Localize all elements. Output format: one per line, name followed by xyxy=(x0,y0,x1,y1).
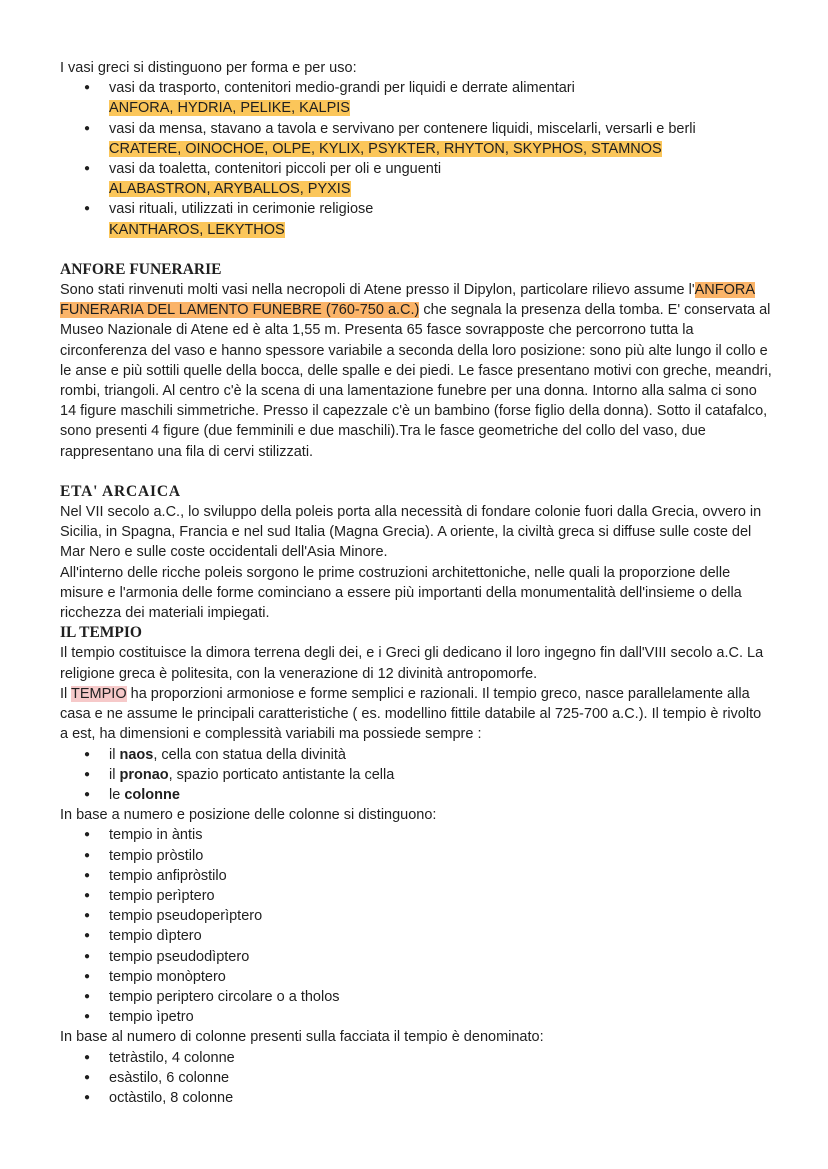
list-item: ● tempio perìptero xyxy=(109,886,772,906)
list-item: ● tempio pseudoperìptero xyxy=(109,906,772,926)
vase-types-list xyxy=(60,78,772,240)
list-item xyxy=(109,119,772,159)
vase-type-description: vasi da toaletta, contenitori piccoli per oli e unguenti xyxy=(109,161,442,178)
arcaica-paragraph-1: Nel VII secolo a.C., lo sviluppo della poleis porta alla necessità di fondare colonie fuori dalla Grecia, ovvero in Sicilia, in Spagna, Francia e nel sud Italia (Magna Grecia). A oriente, la civiltà greca si diffuse sulle coste del Mar Nero e sulle coste occidentali dell'Asia Minore. xyxy=(60,504,762,561)
spacer xyxy=(60,240,772,260)
list-item: ● tempio periptero circolare o a tholos xyxy=(109,987,772,1007)
tempio-text-after: ha proporzioni armoniose e forme semplici e razionali. Il tempio greco, nasce parallelamente alla casa e ne assume le principali caratteristiche ( es. modellino fittile databile al 725-700 a.C.). Il tempio è rivolto a est, ha dimensioni e complessità variabili ma possiede sempre : xyxy=(60,685,762,743)
section-heading-arcaica: ETA' ARCAICA xyxy=(60,482,181,500)
vase-type-description: vasi da mensa, stavano a tavola e servivano per contenere liquidi, miscelarli, versarli e berli xyxy=(109,120,696,137)
section-heading-anfore: ANFORE FUNERARIE xyxy=(60,260,222,278)
anfore-text-after: che segnala la presenza della tomba. E' conservata al Museo Nazionale di Atene ed è alta 1,55 m. Presenta 65 fasce sovrapposte che percorrono tutta la circonferenza del vaso e hanno spessore variabile a seconda della loro posizione: sono più alte lungo il collo e le anse e più sottili quelle della bocca, delle spalle e dei piedi. Le fasce presentano motivi con greche, meandri, rombi, triangoli. Al centro c'è la scena di una lamentazione funebre per una donna. Intorno alla salma ci sono 14 figure maschili simmetriche. Presso il capezzale c'è un bambino (forse figlio della donna). Sotto il catafalco, sono presenti 4 figure (due femminili e due maschili).Tra le fasce geometriche del collo del vaso, due rappresentano una fila di cervi stilizzati. xyxy=(60,302,772,460)
part-name: naos xyxy=(119,746,154,763)
part-description: , spazio porticato antistante la cella xyxy=(168,766,395,783)
anfore-highlight: ANFORA FUNERARIA DEL LAMENTO FUNEBRE (760-750 a.C.) xyxy=(60,282,756,319)
vase-type-names: CRATERE, OINOCHOE, OLPE, KYLIX, PSYKTER, RHYTON, SKYPHOS, STAMNOS xyxy=(109,140,662,157)
vase-type-names: ANFORA, HYDRIA, PELIKE, KALPIS xyxy=(109,100,350,117)
list-item: ● tempio pseudodìptero xyxy=(109,947,772,967)
list-item: ● tempio ìpetro xyxy=(109,1007,772,1027)
list-item xyxy=(109,78,772,118)
part-prefix: il xyxy=(109,746,120,763)
list-item xyxy=(109,765,772,785)
part-name: colonne xyxy=(124,786,180,803)
part-prefix: le xyxy=(109,786,125,803)
facade-intro: In base al numero di colonne presenti sulla facciata il tempio è denominato: xyxy=(60,1029,544,1046)
list-item: ● octàstilo, 8 colonne xyxy=(109,1088,772,1108)
list-item: ● tetràstilo, 4 colonne xyxy=(109,1048,772,1068)
list-item: ● esàstilo, 6 colonne xyxy=(109,1068,772,1088)
tempio-paragraph-1: Il tempio costituisce la dimora terrena degli dei, e i Greci gli dedicano il loro ingegno fin dall'VIII secolo a.C. La religione greca è politesita, con la venerazione di 12 divinità antropomorfe. xyxy=(60,645,764,682)
columns-intro: In base a numero e posizione delle colonne si distinguono: xyxy=(60,807,437,824)
anfore-text-before: Sono stati rinvenuti molti vasi nella necropoli di Atene presso il Dipylon, particolare rilievo assume l' xyxy=(60,282,695,299)
list-item: ● tempio monòptero xyxy=(109,967,772,987)
list-item: ● tempio in àntis xyxy=(109,825,772,845)
section-heading-tempio: IL TEMPIO xyxy=(60,624,142,642)
list-item xyxy=(109,159,772,199)
vase-type-names: ALABASTRON, ARYBALLOS, PYXIS xyxy=(109,181,351,198)
tempio-paragraph-2 xyxy=(60,684,772,745)
arcaica-paragraph-2: All'interno delle ricche poleis sorgono le prime costruzioni architettoniche, nelle quali la proporzione delle misure e l'armonia delle forme cominciano a essere più importanti della monumentalità dell'insieme o della ricchezza dei materiali impiegati. xyxy=(60,564,742,622)
list-item xyxy=(109,785,772,805)
temple-parts-list xyxy=(60,745,772,806)
vase-type-description: vasi da trasporto, contenitori medio-grandi per liquidi e derrate alimentari xyxy=(109,80,575,97)
list-item: ● tempio pròstilo xyxy=(109,846,772,866)
vases-intro: I vasi greci si distinguono per forma e per uso: xyxy=(60,60,357,76)
tempio-text-before: Il xyxy=(60,685,72,702)
part-prefix: il xyxy=(109,766,120,783)
part-description: , cella con statua della divinità xyxy=(153,746,346,763)
list-item: ● tempio dìptero xyxy=(109,926,772,946)
list-item xyxy=(109,745,772,765)
facade-list xyxy=(60,1048,772,1109)
spacer xyxy=(60,462,772,482)
vase-type-description: vasi rituali, utilizzati in cerimonie religiose xyxy=(109,201,374,218)
vase-type-names: KANTHAROS, LEKYTHOS xyxy=(109,221,285,238)
anfore-paragraph xyxy=(60,280,772,462)
list-item xyxy=(109,199,772,239)
document-content xyxy=(60,58,772,1108)
tempio-highlight: TEMPIO xyxy=(71,685,127,702)
list-item: ● tempio anfipròstilo xyxy=(109,866,772,886)
part-name: pronao xyxy=(119,766,169,783)
temple-types-list xyxy=(60,825,772,1027)
